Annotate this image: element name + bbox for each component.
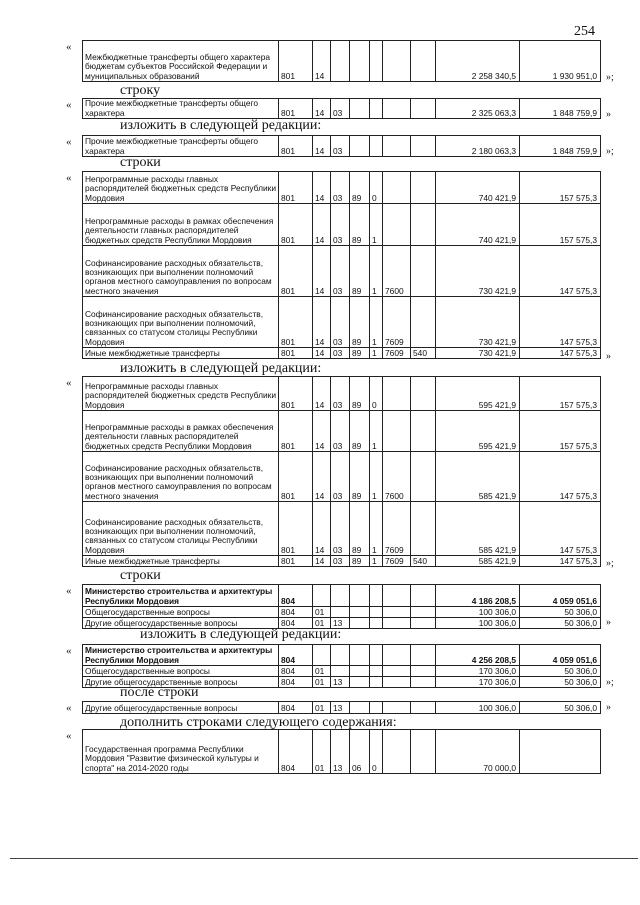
phrase-posle: после строки xyxy=(120,685,199,700)
code-cell: 89 xyxy=(350,556,370,567)
code-cell xyxy=(411,645,436,666)
code-cell xyxy=(383,204,411,246)
code-cell xyxy=(350,41,370,82)
row-name: Иные межбюджетные трансферты xyxy=(83,348,279,359)
code-cell xyxy=(370,677,383,688)
table-row xyxy=(83,204,601,246)
code-cell: 14 xyxy=(313,204,331,246)
code-cell xyxy=(411,618,436,629)
code-cell: 89 xyxy=(350,204,370,246)
code-cell xyxy=(383,607,411,618)
code-cell xyxy=(411,730,436,774)
code-cell xyxy=(313,585,331,607)
code-cell: 03 xyxy=(331,172,350,204)
code-cell xyxy=(411,585,436,607)
code-cell xyxy=(331,666,350,677)
code-cell: 801 xyxy=(279,41,313,82)
code-cell xyxy=(383,677,411,688)
quote-close: »; xyxy=(606,677,614,688)
code-cell xyxy=(350,677,370,688)
code-cell xyxy=(411,136,436,157)
amount-2014: 730 421,9 xyxy=(436,297,520,348)
amount-2014: 70 000,0 xyxy=(436,730,520,774)
code-cell: 7609 xyxy=(383,502,411,556)
phrase-izlozhit: изложить в следующей редакции: xyxy=(140,627,342,642)
code-cell xyxy=(411,41,436,82)
row-name: Министерство строительства и архитектуры Республики Мордовия xyxy=(83,645,279,666)
amount-2014: 585 421,9 xyxy=(436,556,520,567)
code-cell xyxy=(383,585,411,607)
table-row xyxy=(83,172,601,204)
page-number: 254 xyxy=(574,24,595,39)
phrase-stroki: строки xyxy=(120,568,161,583)
code-cell: 804 xyxy=(279,666,313,677)
code-cell xyxy=(370,645,383,666)
code-cell xyxy=(383,618,411,629)
quote-open: « xyxy=(66,99,72,111)
quote-open: « xyxy=(66,645,72,657)
code-cell: 801 xyxy=(279,348,313,359)
code-cell: 1 xyxy=(370,204,383,246)
row-name: Софинансирование расходных обязательств, возникающих при выполнении полномочий, связанных со статусом столицы Республики Мордовия xyxy=(83,297,279,348)
phrase-stroki: строки xyxy=(120,155,161,170)
code-cell xyxy=(411,452,436,502)
amount-2014: 595 421,9 xyxy=(436,377,520,411)
code-cell: 1 xyxy=(370,556,383,567)
code-cell xyxy=(331,585,350,607)
code-cell: 03 xyxy=(331,411,350,452)
table-row xyxy=(83,348,601,359)
amount-2015: 147 575,3 xyxy=(520,502,601,556)
code-cell xyxy=(411,411,436,452)
code-cell xyxy=(411,702,436,714)
row-name: Софинансирование расходных обязательств, возникающих при выполнении полномочий органов местного самоуправления по вопросам местного значения xyxy=(83,452,279,502)
code-cell: 0 xyxy=(370,172,383,204)
quote-open: « xyxy=(66,136,72,148)
code-cell: 14 xyxy=(313,411,331,452)
phrase-stroku: строку xyxy=(120,83,161,98)
code-cell: 7609 xyxy=(383,348,411,359)
code-cell: 804 xyxy=(279,677,313,688)
table-row xyxy=(83,41,601,82)
amount-2014: 740 421,9 xyxy=(436,204,520,246)
amount-2015: 1 848 759,9 xyxy=(520,99,601,119)
row-name: Прочие межбюджетные трансферты общего характера xyxy=(83,99,279,119)
code-cell: 89 xyxy=(350,348,370,359)
amount-2014: 4 186 208,5 xyxy=(436,585,520,607)
amount-2015: 147 575,3 xyxy=(520,452,601,502)
code-cell xyxy=(370,618,383,629)
row-name: Софинансирование расходных обязательств, возникающих при выполнении полномочий органов местного самоуправления по вопросам местного значения xyxy=(83,246,279,297)
code-cell: 1 xyxy=(370,452,383,502)
code-cell xyxy=(370,585,383,607)
table-row xyxy=(83,702,601,714)
amount-2014: 170 306,0 xyxy=(436,677,520,688)
amount-2015: 50 306,0 xyxy=(520,607,601,618)
code-cell: 801 xyxy=(279,204,313,246)
quote-open: « xyxy=(66,730,72,742)
code-cell xyxy=(350,618,370,629)
code-cell xyxy=(383,99,411,119)
row-name: Министерство строительства и архитектуры Республики Мордовия xyxy=(83,585,279,607)
code-cell xyxy=(411,377,436,411)
code-cell: 801 xyxy=(279,246,313,297)
table-row xyxy=(83,730,601,774)
quote-open: « xyxy=(66,41,72,53)
row-name: Непрограммные расходы главных распорядителей бюджетных средств Республики Мордовия xyxy=(83,377,279,411)
budget-table-8 xyxy=(82,701,601,714)
code-cell: 1 xyxy=(370,297,383,348)
code-cell: 14 xyxy=(313,246,331,297)
budget-table-6 xyxy=(82,584,601,629)
row-name: Государственная программа Республики Мордовия "Развитие физической культуры и спорта" на 2014-2020 годы xyxy=(83,730,279,774)
amount-2014: 4 256 208,5 xyxy=(436,645,520,666)
bottom-rule xyxy=(10,858,638,859)
code-cell: 14 xyxy=(313,172,331,204)
code-cell: 03 xyxy=(331,204,350,246)
code-cell xyxy=(411,502,436,556)
amount-2015: 50 306,0 xyxy=(520,618,601,629)
code-cell: 540 xyxy=(411,348,436,359)
code-cell xyxy=(331,645,350,666)
code-cell: 1 xyxy=(370,246,383,297)
code-cell xyxy=(370,136,383,157)
code-cell xyxy=(383,702,411,714)
phrase-izlozhit: изложить в следующей редакции: xyxy=(120,361,322,376)
quote-close: »; xyxy=(606,72,614,83)
amount-2015: 157 575,3 xyxy=(520,411,601,452)
quote-open: « xyxy=(66,377,72,389)
code-cell xyxy=(383,666,411,677)
code-cell: 801 xyxy=(279,556,313,567)
amount-2015: 4 059 051,6 xyxy=(520,585,601,607)
code-cell: 801 xyxy=(279,99,313,119)
budget-table-5 xyxy=(82,376,601,567)
amount-2014: 595 421,9 xyxy=(436,411,520,452)
row-name: Иные межбюджетные трансферты xyxy=(83,556,279,567)
code-cell: 01 xyxy=(313,677,331,688)
code-cell: 801 xyxy=(279,172,313,204)
amount-2015: 147 575,3 xyxy=(520,556,601,567)
amount-2014: 2 258 340,5 xyxy=(436,41,520,82)
code-cell xyxy=(370,99,383,119)
amount-2014: 2 325 063,3 xyxy=(436,99,520,119)
code-cell: 06 xyxy=(350,730,370,774)
code-cell: 14 xyxy=(313,377,331,411)
amount-2014: 100 306,0 xyxy=(436,618,520,629)
code-cell: 03 xyxy=(331,377,350,411)
code-cell: 03 xyxy=(331,297,350,348)
code-cell xyxy=(411,666,436,677)
amount-2015: 1 930 951,0 xyxy=(520,41,601,82)
row-name: Софинансирование расходных обязательств, возникающих при выполнении полномочий, связанных со статусом столицы Республики Мордовия xyxy=(83,502,279,556)
code-cell: 801 xyxy=(279,452,313,502)
quote-open: « xyxy=(66,702,72,714)
code-cell: 14 xyxy=(313,297,331,348)
code-cell: 14 xyxy=(313,452,331,502)
table-row xyxy=(83,666,601,677)
code-cell xyxy=(350,136,370,157)
phrase-dopolnit: дополнить строками следующего содержания: xyxy=(120,715,397,730)
code-cell xyxy=(383,730,411,774)
code-cell: 801 xyxy=(279,136,313,157)
code-cell xyxy=(383,411,411,452)
table-row xyxy=(83,452,601,502)
code-cell: 14 xyxy=(313,136,331,157)
amount-2014: 585 421,9 xyxy=(436,502,520,556)
quote-close: »; xyxy=(606,146,614,157)
amount-2015: 157 575,3 xyxy=(520,172,601,204)
row-name: Общегосударственные вопросы xyxy=(83,607,279,618)
code-cell: 03 xyxy=(331,556,350,567)
code-cell: 804 xyxy=(279,730,313,774)
code-cell xyxy=(411,297,436,348)
code-cell: 540 xyxy=(411,556,436,567)
budget-table-3 xyxy=(82,135,601,157)
quote-close: »; xyxy=(606,558,614,569)
quote-close: » xyxy=(606,702,611,713)
row-name: Общегосударственные вопросы xyxy=(83,666,279,677)
amount-2015: 50 306,0 xyxy=(520,677,601,688)
code-cell xyxy=(411,607,436,618)
code-cell: 804 xyxy=(279,585,313,607)
code-cell: 13 xyxy=(331,702,350,714)
quote-open: « xyxy=(66,585,72,597)
amount-2015: 147 575,3 xyxy=(520,348,601,359)
quote-close: » xyxy=(606,617,611,628)
code-cell xyxy=(383,377,411,411)
code-cell: 89 xyxy=(350,246,370,297)
code-cell: 804 xyxy=(279,607,313,618)
code-cell: 03 xyxy=(331,452,350,502)
code-cell: 801 xyxy=(279,502,313,556)
code-cell xyxy=(331,607,350,618)
table-row xyxy=(83,297,601,348)
row-name: Межбюджетные трансферты общего характера бюджетам субъектов Российской Федерации и муниципальных образований xyxy=(83,41,279,82)
code-cell: 03 xyxy=(331,99,350,119)
row-name: Прочие межбюджетные трансферты общего характера xyxy=(83,136,279,157)
code-cell xyxy=(350,607,370,618)
amount-2014: 170 306,0 xyxy=(436,666,520,677)
code-cell xyxy=(370,41,383,82)
code-cell: 7609 xyxy=(383,556,411,567)
code-cell xyxy=(411,677,436,688)
code-cell: 7600 xyxy=(383,246,411,297)
code-cell: 01 xyxy=(313,607,331,618)
budget-table-9 xyxy=(82,729,601,774)
amount-2015: 157 575,3 xyxy=(520,204,601,246)
code-cell xyxy=(370,702,383,714)
code-cell: 1 xyxy=(370,348,383,359)
amount-2015: 157 575,3 xyxy=(520,377,601,411)
code-cell: 01 xyxy=(313,702,331,714)
code-cell xyxy=(331,41,350,82)
table-row xyxy=(83,246,601,297)
code-cell xyxy=(383,172,411,204)
code-cell: 0 xyxy=(370,377,383,411)
code-cell xyxy=(350,702,370,714)
amount-2015: 147 575,3 xyxy=(520,246,601,297)
quote-close: » xyxy=(606,351,611,362)
row-name: Непрограммные расходы главных распорядителей бюджетных средств Республики Мордовия xyxy=(83,172,279,204)
table-row xyxy=(83,377,601,411)
code-cell xyxy=(383,136,411,157)
code-cell: 03 xyxy=(331,348,350,359)
code-cell xyxy=(411,99,436,119)
table-row xyxy=(83,502,601,556)
amount-2014: 585 421,9 xyxy=(436,452,520,502)
code-cell: 03 xyxy=(331,246,350,297)
code-cell: 14 xyxy=(313,348,331,359)
code-cell: 14 xyxy=(313,502,331,556)
budget-table-7 xyxy=(82,644,601,688)
budget-table-4 xyxy=(82,171,601,359)
code-cell: 03 xyxy=(331,136,350,157)
code-cell: 804 xyxy=(279,618,313,629)
code-cell: 7609 xyxy=(383,297,411,348)
budget-table-2 xyxy=(82,98,601,119)
code-cell: 801 xyxy=(279,297,313,348)
row-name: Непрограммные расходы в рамках обеспечения деятельности главных распорядителей бюджетных средств Республики Мордовия xyxy=(83,204,279,246)
amount-2015: 1 848 759,9 xyxy=(520,136,601,157)
amount-2015: 4 059 051,6 xyxy=(520,645,601,666)
code-cell: 89 xyxy=(350,297,370,348)
budget-table-1 xyxy=(82,40,601,82)
code-cell xyxy=(411,172,436,204)
code-cell: 01 xyxy=(313,730,331,774)
code-cell: 1 xyxy=(370,502,383,556)
row-name: Другие общегосударственные вопросы xyxy=(83,702,279,714)
row-name: Непрограммные расходы в рамках обеспечения деятельности главных распорядителей бюджетных средств Республики Мордовия xyxy=(83,411,279,452)
code-cell: 89 xyxy=(350,452,370,502)
code-cell xyxy=(350,666,370,677)
code-cell: 14 xyxy=(313,41,331,82)
table-row xyxy=(83,99,601,119)
quote-open: « xyxy=(66,172,72,184)
code-cell: 89 xyxy=(350,377,370,411)
code-cell xyxy=(350,585,370,607)
table-row xyxy=(83,585,601,607)
code-cell: 14 xyxy=(313,99,331,119)
code-cell: 14 xyxy=(313,556,331,567)
code-cell: 01 xyxy=(313,666,331,677)
amount-2015 xyxy=(520,730,601,774)
code-cell xyxy=(370,666,383,677)
code-cell xyxy=(383,41,411,82)
phrase-izlozhit: изложить в следующей редакции: xyxy=(120,118,322,133)
amount-2015: 50 306,0 xyxy=(520,702,601,714)
code-cell xyxy=(411,204,436,246)
row-name: Другие общегосударственные вопросы xyxy=(83,618,279,629)
code-cell: 89 xyxy=(350,411,370,452)
code-cell: 13 xyxy=(331,677,350,688)
table-row xyxy=(83,411,601,452)
code-cell xyxy=(370,607,383,618)
code-cell xyxy=(411,246,436,297)
code-cell: 804 xyxy=(279,702,313,714)
code-cell: 801 xyxy=(279,411,313,452)
amount-2015: 50 306,0 xyxy=(520,666,601,677)
code-cell: 804 xyxy=(279,645,313,666)
amount-2014: 100 306,0 xyxy=(436,607,520,618)
amount-2014: 100 306,0 xyxy=(436,702,520,714)
code-cell: 0 xyxy=(370,730,383,774)
code-cell xyxy=(383,645,411,666)
table-row xyxy=(83,556,601,567)
code-cell: 03 xyxy=(331,502,350,556)
amount-2014: 730 421,9 xyxy=(436,348,520,359)
code-cell: 01 xyxy=(313,618,331,629)
amount-2015: 147 575,3 xyxy=(520,297,601,348)
table-row xyxy=(83,607,601,618)
amount-2014: 740 421,9 xyxy=(436,172,520,204)
table-row xyxy=(83,645,601,666)
code-cell: 89 xyxy=(350,172,370,204)
code-cell xyxy=(313,645,331,666)
code-cell xyxy=(350,99,370,119)
code-cell: 1 xyxy=(370,411,383,452)
amount-2014: 730 421,9 xyxy=(436,246,520,297)
code-cell xyxy=(350,645,370,666)
amount-2014: 2 180 063,3 xyxy=(436,136,520,157)
code-cell: 7600 xyxy=(383,452,411,502)
code-cell: 13 xyxy=(331,618,350,629)
table-row xyxy=(83,136,601,157)
code-cell: 89 xyxy=(350,502,370,556)
row-name: Другие общегосударственные вопросы xyxy=(83,677,279,688)
quote-close: » xyxy=(606,109,611,120)
code-cell: 13 xyxy=(331,730,350,774)
code-cell: 801 xyxy=(279,377,313,411)
